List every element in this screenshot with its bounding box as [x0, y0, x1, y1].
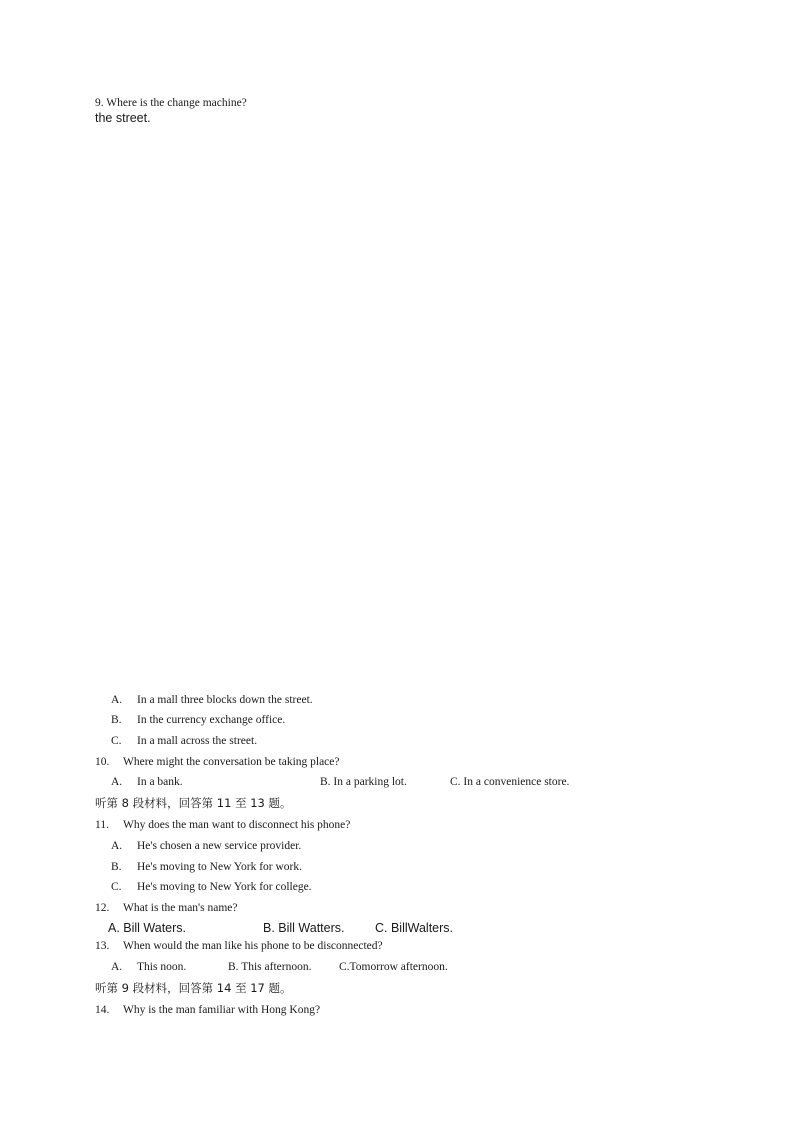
q11-option-c: [111, 880, 312, 894]
q10-option-c: [450, 775, 569, 789]
question-number: 14.: [95, 1004, 110, 1016]
option-letter: C.: [111, 881, 122, 893]
option-text: He's chosen a new service provider.: [137, 840, 302, 852]
q13-options: [111, 960, 531, 974]
section-8-instruction: 听第 8 段材料，回答第 11 至 13 题。: [95, 796, 292, 810]
q13-option-c: C.Tomorrow afternoon.: [339, 961, 448, 973]
option-text: This noon.: [137, 961, 187, 973]
q9-option-b: [111, 713, 285, 727]
option-text: He's moving to New York for work.: [137, 861, 302, 873]
option-letter: B.: [111, 714, 122, 726]
q10-options: [111, 775, 611, 789]
question-text: What is the man's name?: [123, 902, 238, 914]
option-text: In a mall three blocks down the street.: [137, 694, 313, 706]
option-letter: A.: [111, 840, 123, 852]
option-text: In a bank.: [137, 776, 183, 788]
question-text: When would the man like his phone to be disconnected?: [123, 940, 383, 952]
q9-option-c: [111, 734, 257, 748]
question-number: 10.: [95, 756, 110, 768]
option-letter: A.: [111, 961, 123, 973]
question-text: Why does the man want to disconnect his phone?: [123, 819, 351, 831]
option-letter: B.: [111, 861, 122, 873]
q12-options: [108, 921, 508, 936]
q13-option-a: [111, 960, 186, 974]
option-text: In a parking lot.: [333, 776, 407, 788]
option-letter: C.: [450, 776, 461, 788]
q12-option-b: B. Bill Watters.: [263, 921, 345, 935]
option-letter: B.: [320, 776, 331, 788]
q11-option-a: [111, 839, 301, 853]
question-text: Where might the conversation be taking place?: [123, 756, 340, 768]
q13-option-b: B. This afternoon.: [228, 961, 312, 973]
option-text: In a convenience store.: [463, 776, 570, 788]
option-letter: C.: [111, 735, 122, 747]
question-9-fragment: the street.: [95, 111, 151, 125]
question-10: [95, 755, 340, 769]
q11-option-b: [111, 860, 302, 874]
option-text: He's moving to New York for college.: [137, 881, 312, 893]
question-9: 9. Where is the change machine?: [95, 97, 247, 109]
question-11: [95, 818, 350, 832]
option-letter: A.: [111, 776, 123, 788]
q10-option-a: [111, 775, 183, 789]
section-9-instruction: 听第 9 段材料，回答第 14 至 17 题。: [95, 981, 292, 995]
option-text: In the currency exchange office.: [137, 714, 286, 726]
question-number: 11.: [95, 819, 109, 831]
q9-option-a: [111, 693, 313, 707]
option-text: In a mall across the street.: [137, 735, 258, 747]
q12-option-c: C. BillWalters.: [375, 921, 454, 935]
question-12: [95, 901, 237, 915]
option-letter: A.: [111, 694, 123, 706]
question-14: [95, 1003, 320, 1017]
question-text: Why is the man familiar with Hong Kong?: [123, 1004, 321, 1016]
q12-option-a: A. Bill Waters.: [108, 921, 187, 935]
question-number: 12.: [95, 902, 110, 914]
question-13: [95, 939, 383, 953]
question-number: 13.: [95, 940, 110, 952]
q10-option-b: [320, 775, 407, 789]
